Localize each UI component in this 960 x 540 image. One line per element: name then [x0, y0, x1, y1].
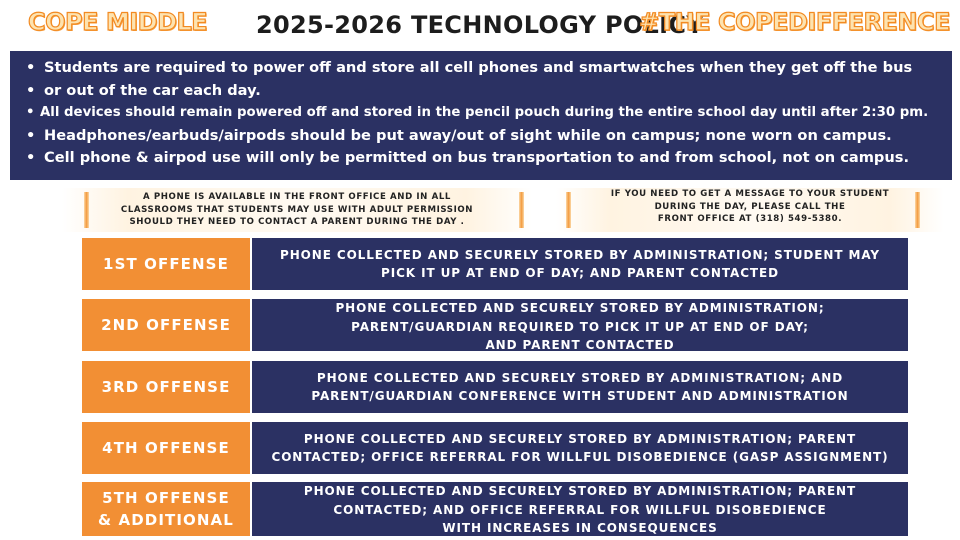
- rule-item: • Cell phone & airpod use will only be permitted on bus transportation to and from school, not on campus.: [24, 147, 942, 170]
- page-title: 2025-2026 TECHNOLOGY POLICY: [256, 11, 704, 39]
- offense-label-text: 2ND OFFENSE: [101, 316, 231, 334]
- school-brand: COPE MIDDLE: [28, 8, 208, 36]
- note-line: DURING THE DAY, PLEASE CALL THE: [654, 201, 846, 212]
- offense-label: [82, 299, 250, 351]
- rule-item-continued: • or out of the car each day.: [24, 80, 942, 103]
- offense-consequence: [252, 299, 908, 351]
- offense-label: [82, 238, 250, 290]
- consequence-line: PHONE COLLECTED AND SECURELY STORED BY ADMINISTRATION; AND: [316, 371, 844, 385]
- offense-consequence: [252, 361, 908, 413]
- note-line: IF YOU NEED TO GET A MESSAGE TO YOUR STUDENT: [610, 189, 890, 200]
- consequence-line: WITH INCREASES IN CONSEQUENCES: [442, 521, 718, 535]
- offense-label-text: 4TH OFFENSE: [102, 439, 230, 457]
- offense-label-text: 1ST OFFENSE: [103, 255, 229, 273]
- offense-consequence: [252, 482, 908, 536]
- offense-label: [82, 482, 250, 536]
- consequence-line: PARENT/GUARDIAN CONFERENCE WITH STUDENT AND ADMINISTRATION: [311, 389, 849, 403]
- accent-bar: [915, 192, 920, 228]
- offense-consequence: [252, 422, 908, 474]
- offense-label: [82, 361, 250, 413]
- offense-row-3: [82, 361, 908, 413]
- message-student-note: [556, 188, 944, 232]
- consequence-line: PHONE COLLECTED AND SECURELY STORED BY ADMINISTRATION; PARENT: [303, 484, 857, 498]
- consequence-line: PARENT/GUARDIAN REQUIRED TO PICK IT UP AT END OF DAY;: [351, 319, 809, 334]
- policy-rules: [10, 51, 952, 180]
- rule-item: • Students are required to power off and store all cell phones and smartwatches when they get off the bus: [24, 57, 942, 80]
- rule-item: • Headphones/earbuds/airpods should be put away/out of sight while on campus; none worn on campus.: [24, 125, 942, 148]
- offense-label: [82, 422, 250, 474]
- note-line: A PHONE IS AVAILABLE IN THE FRONT OFFICE AND IN ALL: [143, 192, 451, 203]
- consequence-line: PHONE COLLECTED AND SECURELY STORED BY ADMINISTRATION;: [335, 301, 825, 315]
- consequence-line: PHONE COLLECTED AND SECURELY STORED BY ADMINISTRATION; PARENT: [303, 432, 857, 446]
- consequence-line: AND PARENT CONTACTED: [485, 338, 675, 351]
- note-line: FRONT OFFICE AT (318) 549-5380.: [657, 214, 843, 225]
- consequence-line: CONTACTED; OFFICE REFERRAL FOR WILLFUL DISOBEDIENCE (GASP ASSIGNMENT): [271, 450, 889, 464]
- offense-row-4: [82, 422, 908, 474]
- offense-label-text: 3RD OFFENSE: [101, 378, 231, 396]
- phone-available-note: [62, 188, 532, 232]
- offense-row-1: [82, 238, 908, 290]
- header: [0, 0, 960, 52]
- offense-label-text: 5TH OFFENSE: [102, 489, 230, 507]
- rule-item: • All devices should remain powered off and stored in the pencil pouch during the entire school day until after 2:30 pm.: [24, 102, 942, 125]
- consequence-line: PHONE COLLECTED AND SECURELY STORED BY ADMINISTRATION; STUDENT MAY: [280, 248, 880, 262]
- accent-bar: [566, 192, 571, 228]
- offense-consequence: [252, 238, 908, 290]
- accent-bar: [519, 192, 524, 228]
- hashtag-brand: #THE COPEDIFFERENCE: [639, 8, 950, 36]
- note-line: SHOULD THEY NEED TO CONTACT A PARENT DURING THE DAY .: [129, 217, 465, 228]
- consequence-line: PICK IT UP AT END OF DAY; AND PARENT CONTACTED: [381, 266, 779, 280]
- consequence-line: CONTACTED; AND OFFICE REFERRAL FOR WILLFUL DISOBEDIENCE: [333, 502, 827, 517]
- note-line: CLASSROOMS THAT STUDENTS MAY USE WITH ADULT PERMISSION: [120, 204, 474, 215]
- offense-row-2: [82, 299, 908, 351]
- accent-bar: [84, 192, 89, 228]
- offense-label-text: & ADDITIONAL: [98, 511, 234, 529]
- offense-row-5: [82, 482, 908, 536]
